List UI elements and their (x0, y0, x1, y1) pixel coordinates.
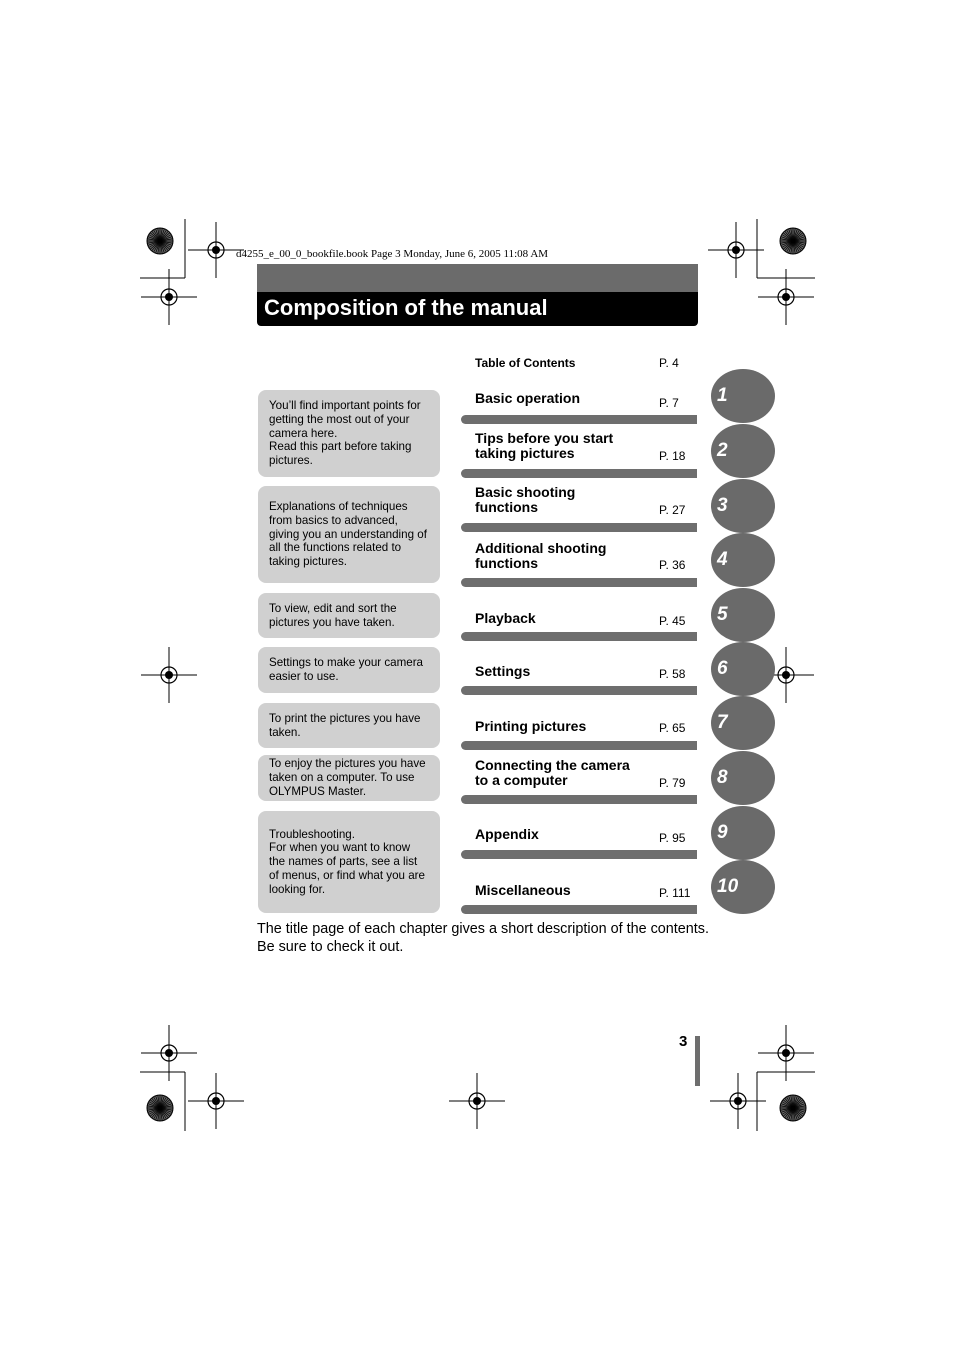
chapter-page: P. 45 (659, 614, 686, 628)
chapter-title-line: Additional shooting (475, 540, 607, 556)
footer-line: Be sure to check it out. (257, 939, 404, 955)
chapter-title-line: Tips before you start (475, 430, 614, 446)
chapter-page: P. 79 (659, 776, 686, 790)
description-line: of menus, or find what you are (269, 868, 425, 882)
description-line: Read this part before taking (269, 440, 412, 454)
chapter-title-line: Settings (475, 663, 531, 679)
description-line: all the functions related to (269, 541, 402, 555)
description-line: Troubleshooting. (269, 827, 355, 841)
color-target-center (791, 1106, 796, 1111)
description-line: Explanations of techniques (269, 500, 408, 513)
chapter-tab: 10 (711, 860, 775, 914)
file-header: d4255_e_00_0_bookfile.book Page 3 Monday, June 6, 2005 11:08 AM (236, 248, 549, 260)
chapter-tab: 2 (711, 424, 775, 478)
chapter-title (475, 694, 655, 734)
chapter-tab: 9 (711, 806, 775, 860)
chapter-title (475, 748, 655, 788)
footer-line: The title page of each chapter gives a short description of the contents. (257, 921, 709, 937)
chapter-title-line: Appendix (475, 826, 539, 842)
chapter-title-line: Basic shooting (475, 484, 576, 500)
chapter-title-line: Connecting the camera (475, 757, 630, 773)
description-line: Settings to make your camera (269, 656, 424, 670)
toc-page: P. 4 (659, 356, 679, 370)
page-number: 3 (679, 1033, 688, 1050)
chapter-tab: 4 (711, 533, 775, 587)
chapter-title (475, 586, 655, 626)
title-band (257, 264, 698, 292)
chapter-page: P. 36 (659, 558, 686, 572)
description-box (258, 647, 440, 693)
chapter-title (475, 639, 655, 679)
chapter-title (475, 531, 655, 571)
description-line: For when you want to know (269, 841, 411, 855)
chapter-tab: 5 (711, 588, 775, 642)
description-line: To view, edit and sort the (269, 601, 397, 615)
chapter-title-line: functions (475, 555, 538, 571)
description-box (258, 390, 440, 477)
description-box (258, 486, 440, 583)
description-line: To enjoy the pictures you have (269, 757, 426, 771)
description-box (258, 755, 440, 801)
description-line: easier to use. (269, 670, 339, 683)
chapter-title-line: functions (475, 499, 538, 515)
chapter-page: P. 95 (659, 831, 686, 845)
description-line: the names of parts, see a list (269, 855, 418, 869)
page-rule (695, 1036, 700, 1086)
chapter-page: P. 18 (659, 449, 686, 463)
chapter-title-line: Miscellaneous (475, 882, 571, 898)
color-target-center (158, 1106, 163, 1111)
description-line: getting the most out of your (269, 412, 410, 426)
chapter-tab: 3 (711, 479, 775, 533)
description-line: taken on a computer. To use (269, 771, 415, 785)
chapter-divider (461, 905, 697, 914)
description-box (258, 703, 440, 748)
chapter-title-line: Printing pictures (475, 718, 587, 734)
chapter-title (475, 475, 655, 515)
description-line: taking pictures. (269, 555, 347, 569)
chapter-title-line: Basic operation (475, 390, 581, 406)
chapter-title (475, 858, 655, 898)
description-line: OLYMPUS Master. (269, 784, 367, 798)
description-line: To print the pictures you have (269, 711, 421, 725)
description-line: pictures you have taken. (269, 615, 395, 629)
chapter-tab: 7 (711, 696, 775, 750)
chapter-page: P. 111 (659, 886, 691, 900)
description-line: pictures. (269, 454, 313, 468)
chapter-title (475, 366, 655, 406)
color-target-center (791, 239, 796, 244)
chapter-page: P. 65 (659, 721, 686, 735)
description-box (258, 593, 440, 638)
chapter-title (475, 802, 655, 842)
chapter-page: P. 27 (659, 503, 686, 517)
description-box (258, 811, 440, 913)
chapter-title-line: to a computer (475, 772, 568, 788)
page-title: Composition of the manual (257, 292, 698, 326)
chapter-tab: 8 (711, 751, 775, 805)
chapter-tab: 6 (711, 642, 775, 696)
description-line: taken. (269, 725, 301, 739)
toc-label: Table of Contents (475, 356, 576, 370)
chapter-page: P. 7 (659, 396, 679, 410)
description-line: You’ll find important points for (269, 399, 421, 412)
chapter-title (475, 421, 655, 461)
description-line: looking for. (269, 882, 326, 896)
description-line: camera here. (269, 426, 338, 440)
description-line: giving you an understanding of (269, 527, 427, 541)
chapter-title-line: Playback (475, 610, 536, 626)
chapter-tab: 1 (711, 369, 775, 423)
description-line: from basics to advanced, (269, 513, 398, 527)
chapter-page: P. 58 (659, 667, 686, 681)
chapter-title-line: taking pictures (475, 445, 575, 461)
color-target-center (158, 239, 163, 244)
